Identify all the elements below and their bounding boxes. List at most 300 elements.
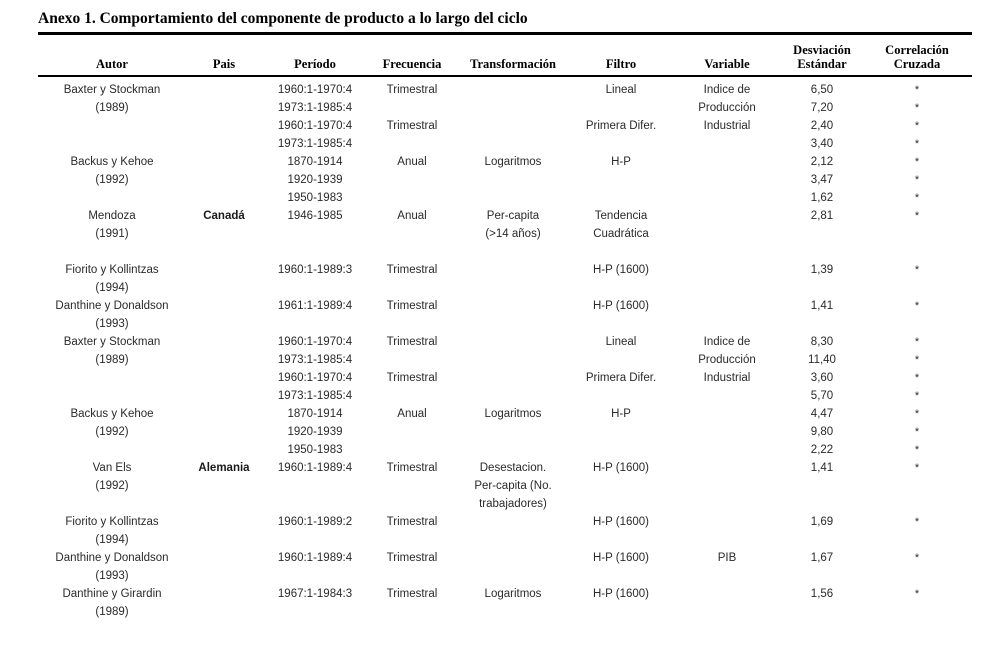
cell-filtro (570, 243, 672, 261)
cell-transformacion (456, 189, 570, 207)
cell-transformacion (456, 387, 570, 405)
header-line1 (570, 43, 672, 57)
cell-transformacion (456, 603, 570, 621)
cell-frecuencia: Trimestral (386, 84, 438, 96)
cell-autor: Backus y Kehoe (70, 156, 154, 168)
cell-periodo: 1920-1939 (287, 426, 343, 438)
cell-pais (186, 117, 262, 135)
cell-filtro (570, 99, 672, 117)
cell-pais (186, 441, 262, 459)
table-row (38, 117, 972, 135)
cell-desviacion: 9,80 (810, 426, 834, 438)
cell-correlacion: * (914, 516, 920, 528)
cell-filtro: Lineal (605, 336, 637, 348)
cell-transformacion (456, 261, 570, 279)
table-row (38, 171, 972, 189)
cell-transformacion (456, 513, 570, 531)
cell-correlacion: * (914, 552, 920, 564)
cell-transformacion (456, 531, 570, 549)
cell-filtro (570, 315, 672, 333)
cell-autor (38, 495, 186, 513)
cell-variable (672, 477, 782, 495)
cell-autor: Danthine y Donaldson (55, 300, 169, 312)
cell-periodo (262, 225, 368, 243)
table-row (38, 567, 972, 585)
cell-filtro (570, 135, 672, 153)
cell-variable (672, 243, 782, 261)
header-line2: Autor (96, 57, 128, 71)
cell-transformacion (456, 315, 570, 333)
cell-filtro (570, 441, 672, 459)
table-row (38, 405, 972, 423)
cell-periodo: 1960:1-1989:4 (277, 462, 353, 474)
cell-autor: (1989) (95, 606, 129, 618)
cell-filtro: H-P (1600) (592, 588, 650, 600)
cell-frecuencia (368, 567, 456, 585)
cell-desviacion: 3,47 (810, 174, 834, 186)
cell-pais (186, 567, 262, 585)
cell-desviacion (782, 279, 862, 297)
header-line2: Transformación (470, 57, 556, 71)
column-header-variable (672, 35, 782, 76)
cell-filtro (570, 603, 672, 621)
cell-periodo: 1960:1-1970:4 (277, 84, 353, 96)
cell-desviacion: 8,30 (810, 336, 834, 348)
cell-filtro (570, 189, 672, 207)
cell-filtro: H-P (1600) (592, 552, 650, 564)
cell-filtro: Lineal (605, 84, 637, 96)
cell-periodo: 1960:1-1970:4 (277, 336, 353, 348)
cell-periodo: 1870-1914 (287, 408, 343, 420)
cell-frecuencia (368, 423, 456, 441)
cell-variable (672, 585, 782, 603)
cell-filtro (570, 495, 672, 513)
cell-correlacion: * (914, 444, 920, 456)
cell-pais (186, 333, 262, 351)
cell-frecuencia (368, 351, 456, 369)
cell-transformacion (456, 171, 570, 189)
cell-transformacion: trabajadores) (479, 498, 547, 510)
cell-autor: Baxter y Stockman (63, 336, 161, 348)
cell-variable: Indice de (703, 336, 751, 348)
cell-desviacion (782, 531, 862, 549)
cell-variable (672, 225, 782, 243)
cell-periodo: 1870-1914 (287, 156, 343, 168)
cell-transformacion (456, 135, 570, 153)
cell-frecuencia: Anual (397, 408, 427, 420)
cell-pais (186, 171, 262, 189)
table-row (38, 351, 972, 369)
cell-variable: Indice de (703, 84, 751, 96)
column-header-autor (38, 35, 186, 76)
cell-correlacion: * (914, 426, 920, 438)
cell-autor: (1994) (95, 534, 129, 546)
cell-pais (186, 603, 262, 621)
cell-autor (38, 441, 186, 459)
cell-frecuencia (368, 135, 456, 153)
cell-frecuencia: Trimestral (386, 120, 438, 132)
cell-desviacion: 2,81 (810, 210, 834, 222)
cell-pais (186, 405, 262, 423)
cell-autor: Danthine y Donaldson (55, 552, 169, 564)
page-title: Anexo 1. Comportamiento del componente de producto a lo largo del ciclo (38, 10, 528, 27)
table-row (38, 495, 972, 513)
cell-filtro: Primera Difer. (585, 372, 657, 384)
cell-pais (186, 585, 262, 603)
cell-correlacion (862, 495, 972, 513)
cell-desviacion (782, 477, 862, 495)
cell-frecuencia: Trimestral (386, 336, 438, 348)
cell-frecuencia: Trimestral (386, 552, 438, 564)
table-row (38, 333, 972, 351)
cell-pais (186, 315, 262, 333)
cell-variable: PIB (717, 552, 737, 564)
table-row (38, 135, 972, 153)
header-line1 (262, 43, 368, 57)
cell-periodo: 1920-1939 (287, 174, 343, 186)
cell-transformacion: (>14 años) (485, 228, 541, 240)
cell-variable (672, 171, 782, 189)
table-row (38, 76, 972, 99)
table-row (38, 585, 972, 603)
cell-correlacion (862, 531, 972, 549)
table-row (38, 315, 972, 333)
cell-variable: Industrial (703, 120, 751, 132)
cell-pais (186, 279, 262, 297)
cell-correlacion: * (914, 390, 920, 402)
cell-autor: (1989) (95, 102, 129, 114)
table-row (38, 441, 972, 459)
cell-transformacion (456, 369, 570, 387)
cell-autor: (1991) (95, 228, 129, 240)
cell-correlacion: * (914, 120, 920, 132)
cell-correlacion: * (914, 336, 920, 348)
cell-frecuencia (368, 189, 456, 207)
cell-variable: Industrial (703, 372, 751, 384)
cell-periodo: 1973:1-1985:4 (277, 138, 353, 150)
cell-transformacion (456, 351, 570, 369)
header-line2: Variable (704, 57, 750, 71)
cell-filtro: Primera Difer. (585, 120, 657, 132)
cell-desviacion: 1,41 (810, 300, 834, 312)
cell-frecuencia (368, 243, 456, 261)
cell-filtro (570, 351, 672, 369)
cell-transformacion: Logaritmos (484, 588, 542, 600)
header-line2: Período (294, 57, 336, 71)
cell-pais (186, 153, 262, 171)
cell-filtro (570, 423, 672, 441)
cell-variable (672, 297, 782, 315)
cell-desviacion: 1,39 (810, 264, 834, 276)
cell-transformacion (456, 279, 570, 297)
table-body (38, 76, 972, 621)
header-line1: Desviación (793, 43, 851, 57)
column-header-periodo (262, 35, 368, 76)
cell-variable (672, 261, 782, 279)
cell-correlacion: * (914, 408, 920, 420)
cell-transformacion (456, 99, 570, 117)
cell-filtro: H-P (611, 156, 631, 168)
cell-frecuencia: Trimestral (386, 372, 438, 384)
cell-correlacion (862, 567, 972, 585)
cell-correlacion (862, 603, 972, 621)
cell-pais (186, 189, 262, 207)
cell-pais (186, 135, 262, 153)
cell-variable (672, 207, 782, 225)
cell-frecuencia (368, 279, 456, 297)
title-block (38, 0, 972, 35)
cell-autor: (1993) (95, 570, 129, 582)
cell-periodo (262, 567, 368, 585)
cell-variable (672, 315, 782, 333)
cell-desviacion (782, 603, 862, 621)
cell-transformacion (456, 76, 570, 99)
table-row (38, 477, 972, 495)
cell-filtro: H-P (1600) (592, 516, 650, 528)
cell-variable (672, 279, 782, 297)
cell-pais (186, 225, 262, 243)
cell-pais (186, 76, 262, 99)
header-line2: Frecuencia (382, 57, 442, 71)
column-header-correlacion (862, 35, 972, 76)
cell-transformacion: Per-capita (No. (474, 480, 552, 492)
cell-pais (186, 423, 262, 441)
cell-variable (672, 441, 782, 459)
cell-transformacion (456, 117, 570, 135)
cell-desviacion: 11,40 (808, 354, 836, 366)
annex-content (38, 0, 972, 621)
cell-desviacion: 2,12 (810, 156, 834, 168)
column-header-pais (186, 35, 262, 76)
cell-desviacion (782, 225, 862, 243)
table-row (38, 243, 972, 261)
cell-autor: Backus y Kehoe (70, 408, 154, 420)
cell-periodo (262, 477, 368, 495)
cell-frecuencia (368, 225, 456, 243)
cell-periodo: 1973:1-1985:4 (277, 390, 353, 402)
cell-periodo: 1973:1-1985:4 (277, 354, 353, 366)
cell-correlacion (862, 315, 972, 333)
cell-desviacion: 2,40 (810, 120, 834, 132)
cell-autor (38, 387, 186, 405)
cell-frecuencia: Trimestral (386, 300, 438, 312)
cell-pais (186, 99, 262, 117)
cell-variable (672, 459, 782, 477)
header-line2: Pais (212, 57, 236, 71)
cell-transformacion (456, 423, 570, 441)
header-line1 (456, 43, 570, 57)
column-header-filtro (570, 35, 672, 76)
cell-variable (672, 405, 782, 423)
cell-transformacion: Logaritmos (484, 156, 542, 168)
cell-desviacion (782, 567, 862, 585)
table-row (38, 603, 972, 621)
header-line1 (38, 43, 186, 57)
cell-autor (38, 189, 186, 207)
cell-periodo (262, 603, 368, 621)
cell-transformacion (456, 549, 570, 567)
cell-correlacion (862, 477, 972, 495)
cell-periodo: 1973:1-1985:4 (277, 102, 353, 114)
cell-pais (186, 549, 262, 567)
cell-correlacion: * (914, 588, 920, 600)
cell-correlacion (862, 225, 972, 243)
table-row (38, 531, 972, 549)
cell-periodo (262, 531, 368, 549)
cell-desviacion: 3,60 (810, 372, 834, 384)
cell-correlacion: * (914, 300, 920, 312)
cell-pais (186, 477, 262, 495)
cell-variable: Producción (698, 102, 756, 114)
cell-filtro (570, 387, 672, 405)
cell-correlacion: * (914, 174, 920, 186)
cell-filtro: Tendencia (594, 210, 648, 222)
table-header (38, 35, 972, 76)
cell-frecuencia (368, 531, 456, 549)
cell-transformacion (456, 567, 570, 585)
cell-filtro (570, 531, 672, 549)
cell-correlacion: * (914, 264, 920, 276)
cell-variable (672, 495, 782, 513)
table-row (38, 207, 972, 225)
cell-periodo: 1960:1-1989:2 (277, 516, 353, 528)
cell-variable (672, 387, 782, 405)
table-row (38, 387, 972, 405)
cell-frecuencia (368, 477, 456, 495)
cell-periodo: 1961:1-1989:4 (277, 300, 353, 312)
cell-correlacion: * (914, 102, 920, 114)
cell-correlacion: * (914, 192, 920, 204)
cell-autor: Mendoza (88, 210, 136, 222)
cell-frecuencia (368, 315, 456, 333)
annex-table (38, 35, 972, 621)
header-line1 (186, 43, 262, 57)
cell-desviacion: 1,69 (810, 516, 834, 528)
cell-correlacion: * (914, 462, 920, 474)
table-row (38, 459, 972, 477)
cell-desviacion: 1,67 (810, 552, 834, 564)
cell-pais (186, 495, 262, 513)
cell-autor: (1989) (95, 354, 129, 366)
cell-autor: Van Els (92, 462, 132, 474)
cell-autor: (1992) (95, 480, 129, 492)
cell-transformacion: Logaritmos (484, 408, 542, 420)
cell-autor (38, 117, 186, 135)
cell-frecuencia: Anual (397, 156, 427, 168)
cell-filtro (570, 477, 672, 495)
cell-correlacion: * (914, 372, 920, 384)
cell-frecuencia: Anual (397, 210, 427, 222)
cell-frecuencia (368, 495, 456, 513)
cell-desviacion: 3,40 (810, 138, 834, 150)
cell-frecuencia: Trimestral (386, 462, 438, 474)
cell-pais (186, 297, 262, 315)
cell-transformacion: Desestacion. (479, 462, 547, 474)
cell-autor: Baxter y Stockman (63, 84, 161, 96)
cell-autor (38, 243, 186, 261)
cell-periodo: 1950-1983 (287, 444, 343, 456)
cell-autor (38, 135, 186, 153)
cell-pais (186, 369, 262, 387)
cell-periodo (262, 243, 368, 261)
cell-correlacion (862, 279, 972, 297)
cell-desviacion: 1,56 (810, 588, 834, 600)
cell-variable (672, 189, 782, 207)
table-row (38, 423, 972, 441)
cell-frecuencia (368, 441, 456, 459)
cell-autor (38, 369, 186, 387)
cell-transformacion (456, 441, 570, 459)
cell-variable (672, 423, 782, 441)
cell-correlacion: * (914, 210, 920, 222)
cell-periodo: 1946-1985 (287, 210, 343, 222)
cell-frecuencia (368, 603, 456, 621)
column-header-desviacion (782, 35, 862, 76)
cell-variable (672, 603, 782, 621)
cell-desviacion: 2,22 (810, 444, 834, 456)
cell-filtro: Cuadrática (593, 228, 649, 240)
cell-periodo: 1950-1983 (287, 192, 343, 204)
cell-filtro: H-P (1600) (592, 264, 650, 276)
cell-periodo: 1960:1-1970:4 (277, 120, 353, 132)
cell-variable (672, 513, 782, 531)
cell-filtro: H-P (611, 408, 631, 420)
cell-filtro: H-P (1600) (592, 462, 650, 474)
cell-filtro (570, 279, 672, 297)
table-row (38, 153, 972, 171)
table-row (38, 297, 972, 315)
cell-pais (186, 351, 262, 369)
cell-periodo: 1960:1-1989:4 (277, 552, 353, 564)
cell-pais: Alemania (198, 462, 250, 474)
cell-desviacion (782, 495, 862, 513)
column-header-transformacion (456, 35, 570, 76)
cell-autor: Fiorito y Kollintzas (65, 516, 159, 528)
cell-periodo (262, 315, 368, 333)
cell-frecuencia (368, 171, 456, 189)
cell-filtro: H-P (1600) (592, 300, 650, 312)
table-row (38, 99, 972, 117)
table-row (38, 189, 972, 207)
table-row (38, 225, 972, 243)
cell-pais (186, 531, 262, 549)
cell-autor: (1992) (95, 174, 129, 186)
cell-frecuencia: Trimestral (386, 264, 438, 276)
cell-periodo (262, 495, 368, 513)
header-line1 (368, 43, 456, 57)
cell-frecuencia: Trimestral (386, 588, 438, 600)
cell-periodo: 1967:1-1984:3 (277, 588, 353, 600)
cell-correlacion: * (914, 354, 920, 366)
cell-transformacion: Per-capita (486, 210, 540, 222)
cell-filtro (570, 567, 672, 585)
cell-desviacion: 1,41 (810, 462, 834, 474)
table-row (38, 261, 972, 279)
cell-pais: Canadá (203, 210, 245, 222)
header-line1: Correlación (885, 43, 949, 57)
cell-variable: Producción (698, 354, 756, 366)
cell-filtro (570, 171, 672, 189)
cell-desviacion: 4,47 (810, 408, 834, 420)
header-row (38, 35, 972, 76)
cell-pais (186, 513, 262, 531)
header-line1 (672, 43, 782, 57)
cell-transformacion (456, 243, 570, 261)
cell-pais (186, 387, 262, 405)
cell-transformacion (456, 333, 570, 351)
cell-autor: (1993) (95, 318, 129, 330)
cell-variable (672, 567, 782, 585)
